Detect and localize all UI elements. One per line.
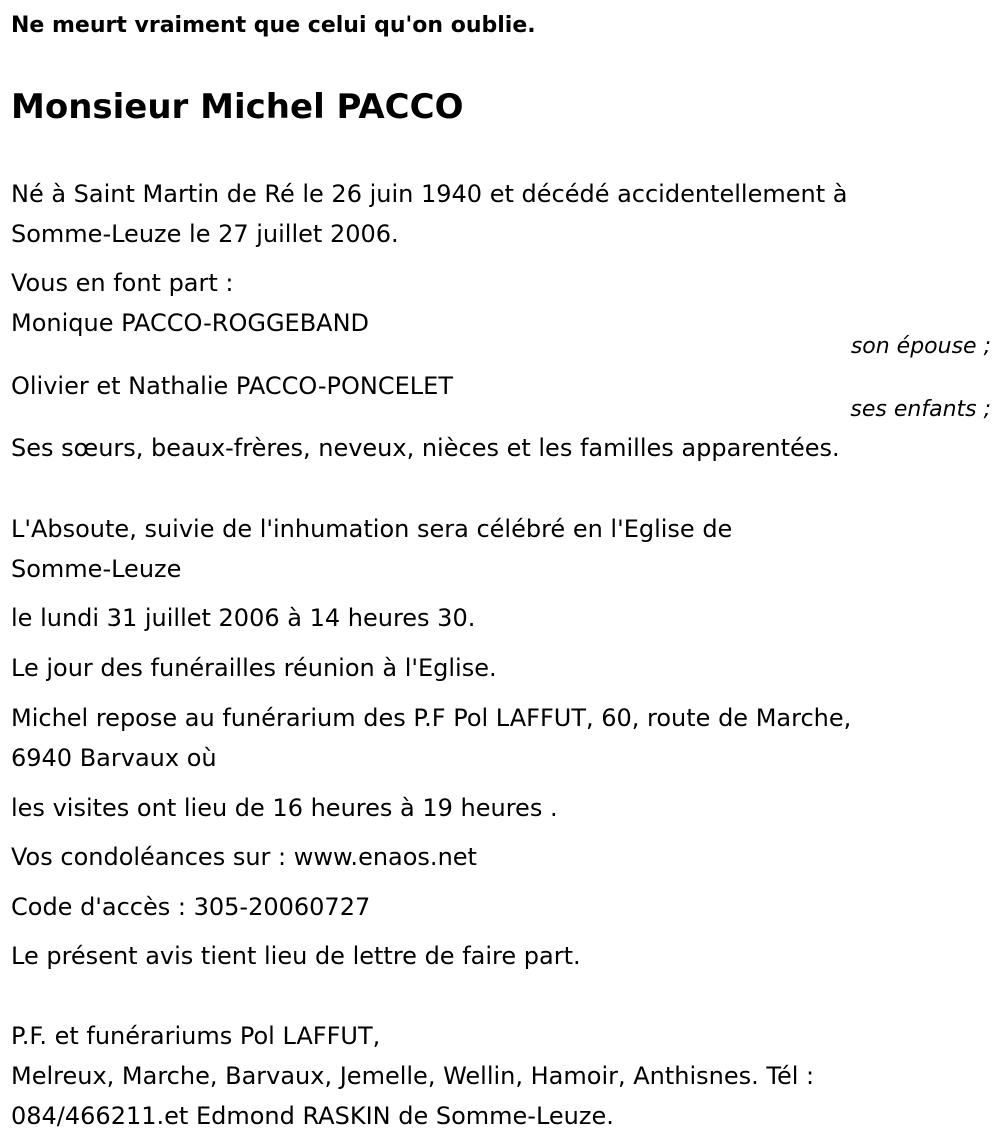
family-member-name-children: Olivier et Nathalie PACCO-PONCELET (11, 372, 453, 400)
viewing-line-1: Michel repose au funérarium des P.F Pol LAFFUT, 60, route de Marche, (11, 704, 852, 732)
funeral-home-line-2: Melreux, Marche, Barvaux, Jemelle, Wellin, Hamoir, Anthisnes. Tél : (11, 1062, 815, 1090)
birth-death-line-2: Somme-Leuze le 27 juillet 2006. (11, 220, 399, 248)
memorial-quote: Ne meurt vraiment que celui qu'on oublie. (11, 13, 536, 38)
family-member-role-spouse: son épouse ; (850, 334, 991, 359)
family-member-role-children: ses enfants ; (850, 397, 991, 422)
access-code-line: Code d'accès : 305-20060727 (11, 893, 371, 921)
funeral-home-line-1: P.F. et funérariums Pol LAFFUT, (11, 1022, 381, 1050)
ceremony-date-time: le lundi 31 juillet 2006 à 14 heures 30. (11, 604, 476, 632)
funeral-home-line-3: 084/466211.et Edmond RASKIN de Somme-Leuze. (11, 1102, 614, 1130)
relatives-line: Ses sœurs, beaux-frères, neveux, nièces et les familles apparentées. (11, 434, 840, 462)
notice-line: Le présent avis tient lieu de lettre de faire part. (11, 942, 581, 970)
ceremony-meeting: Le jour des funérailles réunion à l'Eglise. (11, 654, 497, 682)
family-member-name-spouse: Monique PACCO-ROGGEBAND (11, 309, 370, 337)
viewing-line-2: 6940 Barvaux où (11, 744, 217, 772)
announcement-intro: Vous en font part : (11, 269, 234, 297)
viewing-hours: les visites ont lieu de 16 heures à 19 heures . (11, 794, 558, 822)
ceremony-line-2: Somme-Leuze (11, 555, 182, 583)
condolences-line: Vos condoléances sur : www.enaos.net (11, 843, 477, 871)
deceased-name: Monsieur Michel PACCO (11, 87, 464, 127)
ceremony-line-1: L'Absoute, suivie de l'inhumation sera célébré en l'Eglise de (11, 515, 733, 543)
birth-death-line-1: Né à Saint Martin de Ré le 26 juin 1940 et décédé accidentellement à (11, 180, 848, 208)
